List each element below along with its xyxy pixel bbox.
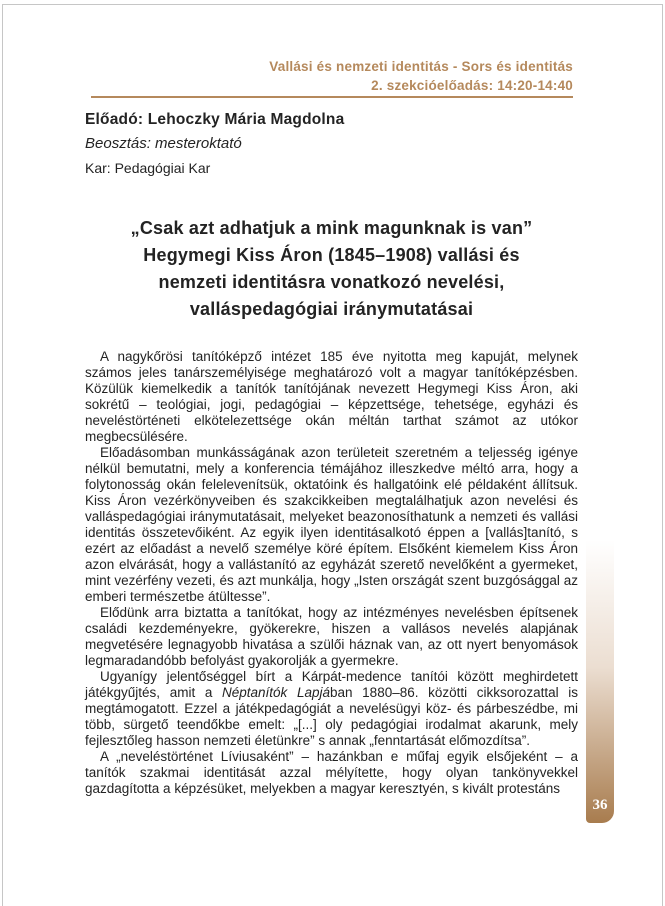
page-sheet bbox=[2, 4, 663, 906]
section-title: Vallási és nemzeti identitás - Sors és identitás bbox=[269, 59, 573, 74]
title-line: „Csak azt adhatjuk a mink magunknak is van” bbox=[130, 218, 533, 238]
body-paragraph bbox=[85, 445, 578, 605]
italic-text-segment: Néptanítók Lapjá bbox=[222, 685, 330, 700]
page-number: 36 bbox=[592, 797, 608, 813]
body-paragraph bbox=[85, 669, 578, 749]
text-segment: A nagykőrösi tanítóképző intézet 185 éve nyitotta meg kapuját, melynek számos jeles tanárszemélyisége meghatározó volt a magyar tanítóképzésben. Közülük kiemelkedik a tanítók tanítójának nevezett Hegymegi Kiss Áron, aki sokrétű – teológiai, jogi, pedagógiai – képzettsége, tehetsége, egyházi és neveléstörténeti elkötelezettsége okán méltán tarthat számot az utókor megbecsülésére. bbox=[85, 349, 578, 444]
section-slot-time: 2. szekcióelőadás: 14:20-14:40 bbox=[371, 78, 573, 93]
text-segment: A „neveléstörténet Líviusaként” – hazánkban e műfaj egyik elsőjeként – a tanítók szakmai identitását azzal mélyítette, hogy olyan tankönyvekkel gazdagította a képzésüket, melyekben a magyar keresztyén, s kivált protestáns bbox=[85, 749, 578, 796]
title-line: nemzeti identitásra vonatkozó nevelési, bbox=[158, 272, 505, 292]
page-number-tab bbox=[586, 540, 614, 823]
speaker-info bbox=[85, 109, 344, 179]
speaker-faculty: Kar: Pedagógiai Kar bbox=[85, 160, 211, 176]
title-line: valláspedagógiai iránymutatásai bbox=[189, 299, 474, 319]
title-line: Hegymegi Kiss Áron (1845–1908) vallási és bbox=[143, 245, 520, 265]
body-paragraph bbox=[85, 605, 578, 669]
body-paragraph bbox=[85, 749, 578, 797]
text-segment: Ugyanígy jelentőséggel bírt a Kárpát-medence tanítói között meghirdetett játékgyűjtés, amit a bbox=[85, 669, 578, 700]
header-divider bbox=[91, 96, 573, 98]
section-header bbox=[269, 57, 573, 95]
text-segment: Elődünk arra biztatta a tanítókat, hogy az intézményes nevelésben építsenek családi kezdeményekre, gyökerekre, hiszen a vallásos nevelés alapjának megvetésére legnagyobb hivatása a szülői háznak van, az ott nyert benyomások legmaradandóbb befolyást gyakorolják a gyermekre. bbox=[85, 605, 578, 668]
abstract-body bbox=[85, 349, 578, 797]
body-paragraph bbox=[85, 349, 578, 445]
speaker-position: Beosztás: mesteroktató bbox=[85, 135, 242, 152]
speaker-name: Előadó: Lehoczky Mária Magdolna bbox=[85, 111, 345, 128]
text-segment: Előadásomban munkásságának azon területeit szeretném a teljesség igénye nélkül bemutatni, mely a konferencia témájához illeszkedve méltó arra, hogy a folytonosság okán felelevenítsük, oktatóink és hallgatóink elé példaként állítsuk. Kiss Áron vezérkönyveiben és szakcikkeiben megtalálhatjuk azon nevelési és valláspedagógiai iránymutatásait, melyeket beazonosíthatunk a nemzeti és vallási identitás összetevőiként. Az egyik ilyen identitásalkotó éppen a [vallás]tanító, s ezért az előadást a nevelő személye köré építem. Elsőként kiemelem Kiss Áron azon elvárását, hogy a vallástanító az egyházát szerető nevelőként a gyermeket, mint vezérfény vezeti, és azt munkálja, hogy „Isten országát szent buzgósággal az emberi természetbe átültesse”. bbox=[85, 445, 578, 604]
paper-title bbox=[85, 215, 578, 323]
text-segment: ban 1880–86. közötti cikksorozattal is megtámogatott. Ezzel a játékpedagógiát a nevelésügyi köz- és párbeszédbe, mi több, sürgető teendőkbe emelt: „[...] oly pedagógiai irodalmat akarunk, mely fejlesztőleg hasson nemzeti életünkre” s annak „fenntartását előmozdítsa”. bbox=[85, 685, 578, 748]
